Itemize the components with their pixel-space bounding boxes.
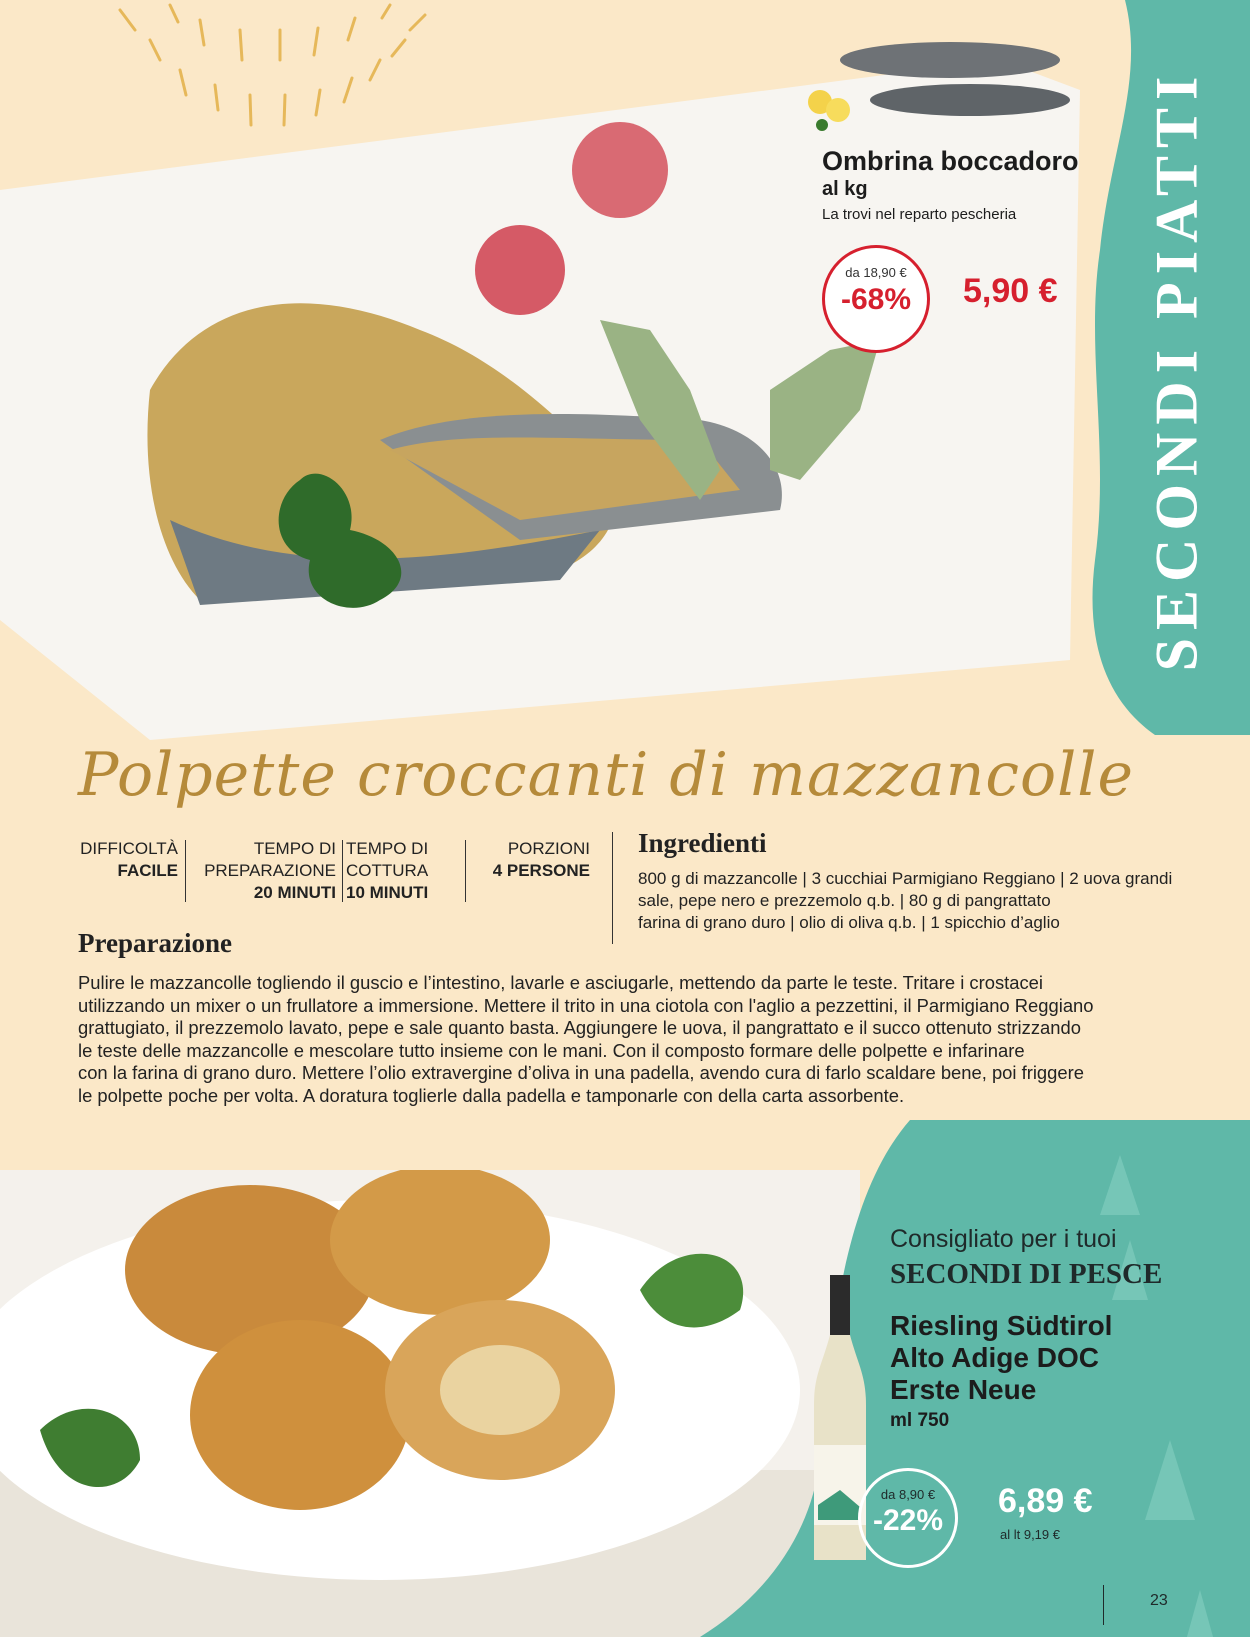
preparation-line: grattugiato, il prezzemolo lavato, pepe e sale quanto basta. Aggiungere le uova, il pangrattato e il succo ottenuto strizzando (78, 1017, 1081, 1038)
divider (465, 840, 466, 902)
portions-value: 4 PERSONE (492, 861, 590, 880)
wine-name-line: Erste Neue (890, 1374, 1037, 1405)
fish-unit: al kg (822, 178, 868, 200)
ingredients-line: farina di grano duro | olio di oliva q.b. | 1 spicchio d’aglio (638, 913, 1060, 932)
preparation-line: Pulire le mazzancolle togliendo il guscio e l’intestino, lavarle e asciugarle, mettendo da parte le teste. Tritare i crostacei (78, 972, 1043, 993)
cook-time-label-1: TEMPO DI (346, 839, 429, 858)
preparation-line: utilizzando un mixer o un frullatore a immersione. Mettere il trito in una ciotola con l'aglio a pezzettini, il Parmigiano Reggiano (78, 994, 1094, 1016)
prep-time-value: 20 MINUTI (253, 883, 336, 902)
preparation-line: con la farina di grano duro. Mettere l’olio extravergine d’oliva in una padella, avendo cura di farlo scaldare bene, poi friggere (78, 1062, 1084, 1083)
preparation-line: le teste delle mazzancolle e mescolare tutto insieme con le mani. Con il composto formare delle polpette e infarinare (78, 1039, 1025, 1061)
wine-category: SECONDI DI PESCE (890, 1258, 1163, 1290)
fish-price: 5,90 € (963, 272, 1058, 310)
cook-time-value: 10 MINUTI (346, 883, 429, 902)
page-number-divider (1103, 1585, 1104, 1625)
wine-intro: Consigliato per i tuoi (890, 1225, 1117, 1253)
preparation-line: le polpette poche per volta. A doratura toglierle dalla padella e tamponarle con della carta assorbente. (78, 1084, 905, 1106)
ingredients-line: sale, pepe nero e prezzemolo q.b. | 80 g di pangrattato (638, 891, 1051, 910)
wine-name (890, 1310, 1112, 1406)
wine-price-per-liter: al lt 9,19 € (1000, 1527, 1060, 1542)
portions-info (470, 838, 590, 882)
page-number: 23 (1150, 1592, 1168, 1609)
prep-time-label-2: PREPARAZIONE (204, 861, 336, 880)
fish-old-price: da 18,90 € (845, 265, 907, 280)
difficulty-info (60, 838, 178, 882)
wine-discount-badge (858, 1468, 958, 1568)
cook-time-info (346, 838, 454, 904)
portions-label: PORZIONI (507, 839, 590, 858)
ingredients-line: 800 g di mazzancolle | 3 cucchiai Parmigiano Reggiano | 2 uova grandi (638, 869, 1173, 888)
divider (342, 840, 343, 902)
prep-time-info (190, 838, 336, 904)
fish-discount: -68% (840, 283, 912, 316)
wine-old-price: da 8,90 € (880, 1487, 936, 1502)
wine-name-line: Alto Adige DOC (890, 1342, 1099, 1373)
wine-discount: -22% (872, 1504, 944, 1537)
divider (612, 832, 613, 944)
fish-product-image (800, 30, 1070, 140)
difficulty-label: DIFFICOLTÀ (80, 839, 178, 858)
ingredients-title: Ingredienti (638, 828, 767, 858)
ingredients-list (638, 868, 1208, 934)
difficulty-value: FACILE (117, 861, 178, 880)
recipe-title: Polpette croccanti di mazzancolle (78, 740, 1134, 810)
wine-name-line: Riesling Südtirol (890, 1310, 1113, 1341)
prep-time-label-1: TEMPO DI (253, 839, 336, 858)
section-title-text: SECONDI PIATTI (1143, 68, 1210, 672)
fish-discount-badge (822, 245, 930, 353)
section-title (1122, 30, 1232, 710)
wine-price: 6,89 € (998, 1482, 1093, 1520)
cook-time-label-2: COTTURA (346, 861, 429, 880)
preparation-text (78, 972, 1198, 1107)
preparation-title: Preparazione (78, 928, 232, 958)
wine-quantity: ml 750 (890, 1410, 950, 1431)
divider (185, 840, 186, 902)
fish-note: La trovi nel reparto pescheria (822, 206, 1017, 223)
fish-name: Ombrina boccadoro (822, 146, 1079, 176)
